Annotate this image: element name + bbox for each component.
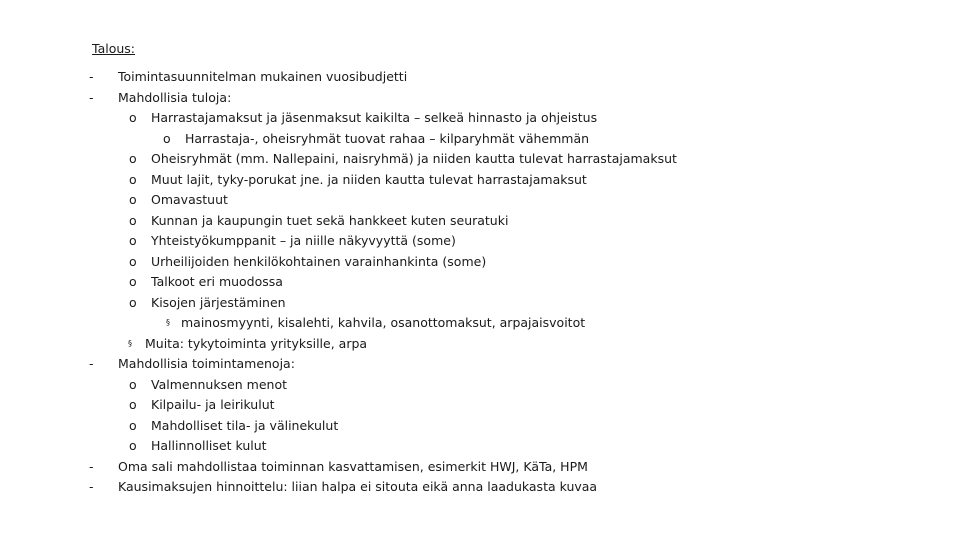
list-item: mainosmyynti, kisalehti, kahvila, osanottomaksut, arpajaisvoitot (181, 315, 586, 330)
list-item: Harrastaja-, oheisryhmät tuovat rahaa – kilparyhmät vähemmän (185, 131, 590, 146)
circle-bullet-icon: o (129, 377, 137, 392)
dash-bullet-icon: - (89, 90, 94, 105)
circle-bullet-icon: o (129, 151, 137, 166)
square-bullet-icon: § (166, 318, 170, 327)
list-item: Muut lajit, tyky-porukat jne. ja niiden kautta tulevat harrastajamaksut (151, 172, 587, 187)
circle-bullet-icon: o (129, 418, 137, 433)
dash-bullet-icon: - (89, 69, 94, 84)
circle-bullet-icon: o (129, 397, 137, 412)
list-item: Kunnan ja kaupungin tuet sekä hankkeet kuten seuratuki (151, 213, 509, 228)
list-item: Urheilijoiden henkilökohtainen varainhankinta (some) (151, 254, 487, 269)
list-item: Oheisryhmät (mm. Nallepaini, naisryhmä) ja niiden kautta tulevat harrastajamaksut (151, 151, 677, 166)
circle-bullet-icon: o (129, 213, 137, 228)
list-item: Mahdollisia toimintamenoja: (118, 356, 295, 371)
circle-bullet-icon: o (163, 131, 171, 146)
list-item: Oma sali mahdollistaa toiminnan kasvattamisen, esimerkit HWJ, KäTa, HPM (118, 459, 588, 474)
page-title: Talous: (92, 41, 135, 56)
list-item: Muita: tykytoiminta yrityksille, arpa (145, 336, 368, 351)
list-item: Mahdolliset tila- ja välinekulut (151, 418, 339, 433)
circle-bullet-icon: o (129, 438, 137, 453)
dash-bullet-icon: - (89, 459, 94, 474)
list-item: Kausimaksujen hinnoittelu: liian halpa ei sitouta eikä anna laadukasta kuvaa (118, 479, 598, 494)
list-item: Hallinnolliset kulut (151, 438, 267, 453)
list-item: Kilpailu- ja leirikulut (151, 397, 275, 412)
list-item: Talkoot eri muodossa (151, 274, 283, 289)
circle-bullet-icon: o (129, 192, 137, 207)
list-item: Yhteistyökumppanit – ja niille näkyvyyttä (some) (151, 233, 456, 248)
dash-bullet-icon: - (89, 356, 94, 371)
list-item: Kisojen järjestäminen (151, 295, 286, 310)
list-item: Harrastajamaksut ja jäsenmaksut kaikilta – selkeä hinnasto ja ohjeistus (151, 110, 598, 125)
circle-bullet-icon: o (129, 110, 137, 125)
circle-bullet-icon: o (129, 233, 137, 248)
circle-bullet-icon: o (129, 295, 137, 310)
list-item: Mahdollisia tuloja: (118, 90, 232, 105)
list-item: Omavastuut (151, 192, 228, 207)
circle-bullet-icon: o (129, 254, 137, 269)
circle-bullet-icon: o (129, 274, 137, 289)
square-bullet-icon: § (128, 339, 132, 348)
list-item: Toimintasuunnitelman mukainen vuosibudjetti (118, 69, 408, 84)
dash-bullet-icon: - (89, 479, 94, 494)
circle-bullet-icon: o (129, 172, 137, 187)
list-item: Valmennuksen menot (151, 377, 288, 392)
